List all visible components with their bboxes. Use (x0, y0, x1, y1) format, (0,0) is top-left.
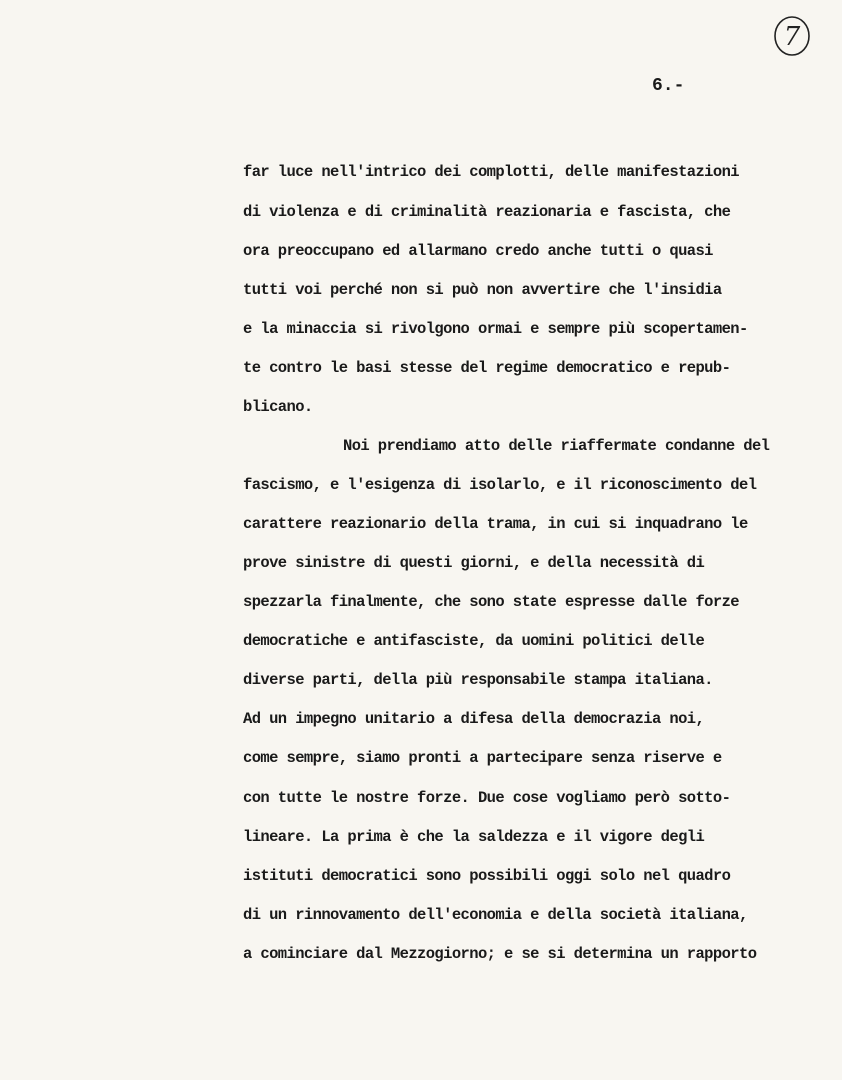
text-line: far luce nell'intrico dei complotti, delle manifestazioni (243, 163, 739, 181)
annotation-text: 7 (783, 22, 801, 52)
page-number: 6.- (652, 76, 685, 96)
text-line: ora preoccupano ed allarmano credo anche tutti o quasi (243, 242, 713, 260)
text-line: Ad un impegno unitario a difesa della democrazia noi, (243, 710, 705, 728)
text-line: fascismo, e l'esigenza di isolarlo, e il riconoscimento del (243, 476, 757, 494)
text-line: di violenza e di criminalità reazionaria e fascista, che (243, 203, 731, 221)
text-line: diverse parti, della più responsabile stampa italiana. (243, 671, 713, 689)
text-line: lineare. La prima è che la saldezza e il vigore degli (243, 828, 705, 846)
text-line: come sempre, siamo pronti a partecipare senza riserve e (243, 749, 722, 767)
text-line: istituti democratici sono possibili oggi solo nel quadro (243, 867, 731, 885)
text-line: blicano. (243, 398, 313, 416)
text-line: tutti voi perché non si può non avvertire che l'insidia (243, 281, 722, 299)
text-line: prove sinistre di questi giorni, e della necessità di (243, 554, 705, 572)
text-line: Noi prendiamo atto delle riaffermate condanne del (343, 437, 770, 455)
text-line: di un rinnovamento dell'economia e della società italiana, (243, 906, 748, 924)
handwritten-page-annotation (772, 14, 812, 58)
text-line: e la minaccia si rivolgono ormai e sempre più scopertamen- (243, 320, 748, 338)
text-line: spezzarla finalmente, che sono state espresse dalle forze (243, 593, 739, 611)
text-line: con tutte le nostre forze. Due cose vogliamo però sotto- (243, 789, 731, 807)
text-line: a cominciare dal Mezzogiorno; e se si determina un rapporto (243, 945, 757, 963)
circled-number-icon (772, 14, 812, 58)
text-line: te contro le basi stesse del regime democratico e repub- (243, 359, 731, 377)
text-line: carattere reazionario della trama, in cui si inquadrano le (243, 515, 748, 533)
text-line: democratiche e antifasciste, da uomini politici delle (243, 632, 705, 650)
